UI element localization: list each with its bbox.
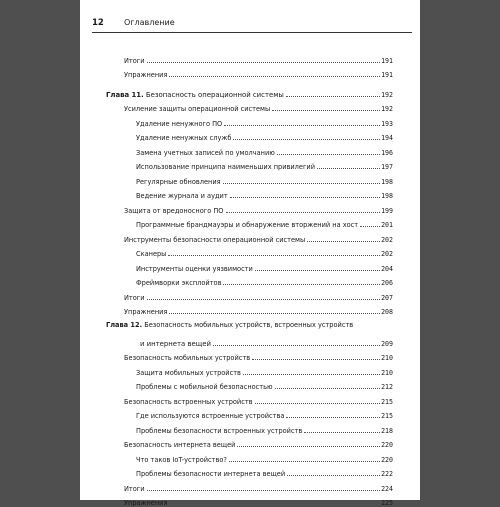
page-ref: 192 [381,105,393,113]
page-ref: 215 [381,412,393,420]
entry-title: Итоги [124,485,145,493]
page-ref: 220 [381,456,393,464]
leader-dots [224,124,380,126]
toc-entry[interactable] [106,200,393,215]
page-ref: 202 [381,250,393,258]
leader-dots [169,312,380,314]
entry-title: Упражнения [124,499,167,507]
chapter-title-continued: и интернета вещей [106,340,211,348]
toc-entry[interactable] [106,287,393,302]
leader-dots [252,358,380,360]
toc-chapter-row[interactable] [106,84,393,99]
leader-dots [226,211,381,213]
entry-title: Замена учетных записей по умолчанию [136,149,275,157]
entry-title: Использование принципа наименьших привилегий [136,163,315,171]
toc-entry[interactable] [106,229,393,244]
entry-title: Итоги [124,57,145,65]
page-ref: 206 [381,279,393,287]
chapter-heading [106,91,284,99]
entry-title: Безопасность встроенных устройств [124,398,253,406]
toc-entry[interactable] [106,348,393,363]
toc-chapter-row [106,321,393,333]
table-of-contents [106,50,393,507]
entry-title: Проблемы с мобильной безопасностью [136,383,273,391]
page-ref: 198 [381,192,393,200]
page-ref: 192 [381,91,393,99]
toc-entry[interactable] [106,406,393,421]
toc-entry[interactable] [106,244,393,259]
toc-entry[interactable] [106,258,393,273]
leader-dots [169,75,380,77]
leader-dots [223,283,380,285]
page-ref: 202 [381,236,393,244]
page-ref: 207 [381,294,393,302]
chapter-number: Глава 12. [106,321,142,329]
entry-title: Программные брандмауэры и обнаружение вторжений на хост [136,221,358,229]
page-ref: 191 [381,57,393,65]
page-ref: 199 [381,207,393,215]
entry-title: Где используются встроенные устройства [136,412,284,420]
leader-dots [287,474,380,476]
page-ref: 215 [381,398,393,406]
toc-entry[interactable] [106,273,393,288]
leader-dots [317,167,380,169]
leader-dots [147,489,381,491]
leader-dots [286,416,380,418]
leader-dots [230,196,380,198]
toc-entry[interactable] [106,391,393,406]
toc-chapter-row-continued[interactable] [106,333,393,348]
toc-entry[interactable] [106,302,393,317]
toc-entry[interactable] [106,215,393,230]
toc-entry[interactable] [106,99,393,114]
page-ref: 225 [381,499,393,507]
page-ref: 196 [381,149,393,157]
page-ref: 220 [381,441,393,449]
leader-dots [286,95,380,97]
entry-title: Инструменты безопасности операционной системы [124,236,305,244]
page-number: 12 [92,18,104,28]
toc-entry[interactable] [106,128,393,143]
page-ref: 197 [381,163,393,171]
entry-title: Удаление ненужного ПО [136,120,222,128]
toc-entry[interactable] [106,377,393,392]
page-ref: 209 [381,340,393,348]
toc-entry[interactable] [106,171,393,186]
entry-title: Сканеры [136,250,166,258]
entry-title: Упражнения [124,71,167,79]
book-page [80,0,420,500]
leader-dots [275,387,380,389]
page-header [92,18,412,32]
page-ref: 210 [381,369,393,377]
leader-dots [255,269,380,271]
leader-dots [304,431,380,433]
page-ref: 210 [381,354,393,362]
entry-title: Проблемы безопасности встроенных устройств [136,427,302,435]
page-ref: 208 [381,308,393,316]
entry-title: Упражнения [124,308,167,316]
leader-dots [255,402,381,404]
entry-title: Защита от вредоносного ПО [124,207,224,215]
leader-dots [147,61,381,63]
header-rule [92,32,412,33]
entry-title: Усиление защиты операционной системы [124,105,270,113]
toc-entry[interactable] [106,50,393,65]
leader-dots [168,254,380,256]
entry-title: Проблемы безопасности интернета вещей [136,470,285,478]
page-ref: 194 [381,134,393,142]
entry-title: Удаление ненужных служб [136,134,231,142]
toc-entry[interactable] [106,478,393,493]
page-ref: 191 [381,71,393,79]
leader-dots [360,225,380,227]
leader-dots [229,460,380,462]
toc-entry[interactable] [106,362,393,377]
page-ref: 198 [381,178,393,186]
entry-title: Инструменты оценки уязвимости [136,265,253,273]
chapter-title: Безопасность мобильных устройств, встроенных устройств [144,321,353,329]
page-ref: 218 [381,427,393,435]
leader-dots [169,503,380,505]
entry-title: Регулярные обновления [136,178,221,186]
chapter-number: Глава 11. [106,91,144,99]
leader-dots [243,373,380,375]
running-title: Оглавление [124,18,175,27]
entry-title: Фреймворки эксплойтов [136,279,221,287]
chapter-title: Безопасность операционной системы [146,91,284,99]
toc-entry[interactable] [106,142,393,157]
entry-title: Безопасность интернета вещей [124,441,235,449]
leader-dots [277,153,380,155]
leader-dots [223,182,380,184]
toc-entry[interactable] [106,113,393,128]
toc-entry[interactable] [106,65,393,80]
entry-title: Безопасность мобильных устройств [124,354,250,362]
leader-dots [147,298,381,300]
toc-entry[interactable] [106,464,393,479]
toc-entry[interactable] [106,186,393,201]
entry-title: Ведение журнала и аудит [136,192,228,200]
entry-title: Итоги [124,294,145,302]
toc-entry[interactable] [106,420,393,435]
leader-dots [237,445,380,447]
leader-dots [213,344,380,346]
page-ref: 224 [381,485,393,493]
entry-title: Что таков IoT-устройство? [136,456,227,464]
page-ref: 222 [381,470,393,478]
page-ref: 201 [381,221,393,229]
leader-dots [307,240,380,242]
page-ref: 193 [381,120,393,128]
toc-entry[interactable] [106,435,393,450]
toc-entry[interactable] [106,449,393,464]
leader-dots [272,109,380,111]
entry-title: Защита мобильных устройств [136,369,241,377]
page-ref: 212 [381,383,393,391]
toc-entry[interactable] [106,157,393,172]
leader-dots [233,138,380,140]
page-ref: 204 [381,265,393,273]
